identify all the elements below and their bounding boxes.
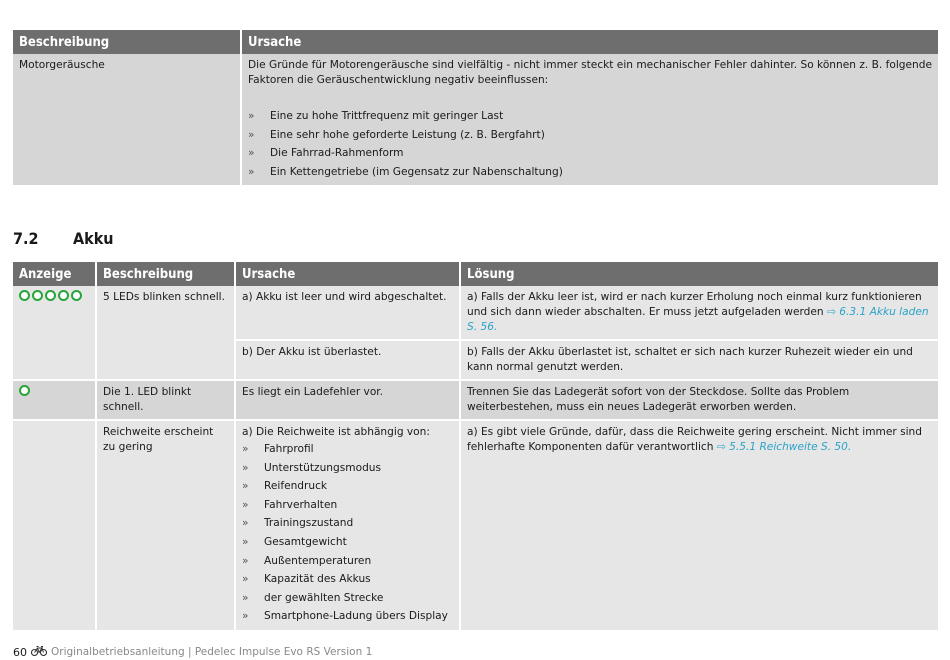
- row-beschreibung: Die 1. LED blinkt schnell.: [96, 380, 235, 420]
- section-number: 7.2: [13, 229, 39, 248]
- led-icon: [71, 290, 82, 301]
- battery-table: [13, 262, 938, 632]
- ursache-list: [242, 440, 453, 626]
- list-item: » Außentemperaturen: [242, 552, 453, 571]
- led-icon: [19, 290, 30, 301]
- list-item: » Eine sehr hohe geforderte Leistung (z. B. Bergfahrt): [248, 126, 932, 145]
- row-loesung-a: [460, 286, 938, 340]
- row-ursache: [235, 420, 460, 631]
- list-item: » Fahrverhalten: [242, 496, 453, 515]
- row-beschreibung: Reichweite erscheint zu gering: [96, 420, 235, 631]
- anzeige-five-leds: [13, 286, 96, 380]
- loesung-text: a) Es gibt viele Gründe, dafür, dass die Reichweite gering erscheint. Nicht immer sind fehlerhafte Komponenten dafür verantwortlich: [467, 426, 922, 453]
- led-icon: [32, 290, 43, 301]
- led-icon: [45, 290, 56, 301]
- list-item: » Ein Kettengetriebe (im Gegensatz zur Nabenschaltung): [248, 163, 932, 182]
- led-icon: [58, 290, 69, 301]
- row-loesung-b: b) Falls der Akku überlastet ist, schaltet er sich nach kurzer Ruhezeit wieder ein und kann normal genutzt werden.: [460, 340, 938, 380]
- table-row: [13, 380, 938, 420]
- ursache-list: [248, 107, 932, 181]
- row-beschreibung: Motorgeräusche: [13, 54, 241, 186]
- list-item: » Die Fahrrad-Rahmenform: [248, 144, 932, 163]
- list-item: » Eine zu hohe Trittfrequenz mit geringer Last: [248, 107, 932, 126]
- page-number: 60: [13, 645, 27, 659]
- list-item: » der gewählten Strecke: [242, 589, 453, 608]
- table-header-row: [13, 30, 938, 54]
- list-item: » Fahrprofil: [242, 440, 453, 459]
- header-loesung: Lösung: [460, 262, 938, 286]
- list-item: » Smartphone-Ladung übers Display: [242, 607, 453, 626]
- section-heading: [13, 229, 114, 248]
- cross-reference-link[interactable]: 6.3.1 Akku laden S. 56.: [467, 306, 929, 333]
- row-beschreibung: 5 LEDs blinken schnell.: [96, 286, 235, 380]
- header-anzeige: Anzeige: [13, 262, 96, 286]
- page-footer: [13, 645, 372, 659]
- row-loesung: [460, 420, 938, 631]
- list-item: » Gesamtgewicht: [242, 533, 453, 552]
- anzeige-empty: [13, 420, 96, 631]
- footer-text: Originalbetriebsanleitung | Pedelec Impulse Evo RS Version 1: [51, 646, 373, 658]
- header-beschreibung: Beschreibung: [96, 262, 235, 286]
- motor-noise-table: [13, 30, 938, 187]
- ursache-intro: Die Gründe für Motorengeräusche sind vielfältig - nicht immer steckt ein mechanischer Fehler dahinter. So können z. B. folgende Faktoren die Geräuschentwicklung negativ beeinflussen:: [248, 59, 932, 86]
- section-title: Akku: [73, 229, 114, 248]
- list-item: » Unterstützungsmodus: [242, 459, 453, 478]
- header-beschreibung: Beschreibung: [13, 30, 241, 54]
- row-ursache: Es liegt ein Ladefehler vor.: [235, 380, 460, 420]
- bicycle-icon: [31, 645, 47, 659]
- led-indicator: [19, 385, 89, 396]
- row-ursache: [241, 54, 938, 186]
- table-row: [13, 420, 938, 631]
- arrow-icon: ⇨: [827, 306, 836, 318]
- cross-reference-link[interactable]: 5.5.1 Reichweite S. 50.: [729, 441, 852, 453]
- list-item: » Kapazität des Akkus: [242, 570, 453, 589]
- header-ursache: Ursache: [235, 262, 460, 286]
- table-row: [13, 54, 938, 186]
- arrow-icon: ⇨: [716, 441, 726, 453]
- led-indicator: [19, 290, 89, 301]
- row-ursache-b: b) Der Akku ist überlastet.: [235, 340, 460, 380]
- led-icon: [19, 385, 30, 396]
- loesung-text: a) Falls der Akku leer ist, wird er nach kurzer Erholung noch einmal kurz funktionieren und sich dann wieder abschalten. Er muss jetzt aufgeladen werden: [467, 291, 922, 318]
- list-item: » Reifendruck: [242, 477, 453, 496]
- header-ursache: Ursache: [241, 30, 938, 54]
- ursache-intro: a) Die Reichweite ist abhängig von:: [242, 426, 430, 438]
- row-loesung: Trennen Sie das Ladegerät sofort von der Steckdose. Sollte das Problem weiterbestehen, muss ein neues Ladegerät erworben werden.: [460, 380, 938, 420]
- row-ursache-a: a) Akku ist leer und wird abgeschaltet.: [235, 286, 460, 340]
- anzeige-one-led: [13, 380, 96, 420]
- list-item: » Trainingszustand: [242, 514, 453, 533]
- table-header-row: [13, 262, 938, 286]
- table-row: [13, 286, 938, 340]
